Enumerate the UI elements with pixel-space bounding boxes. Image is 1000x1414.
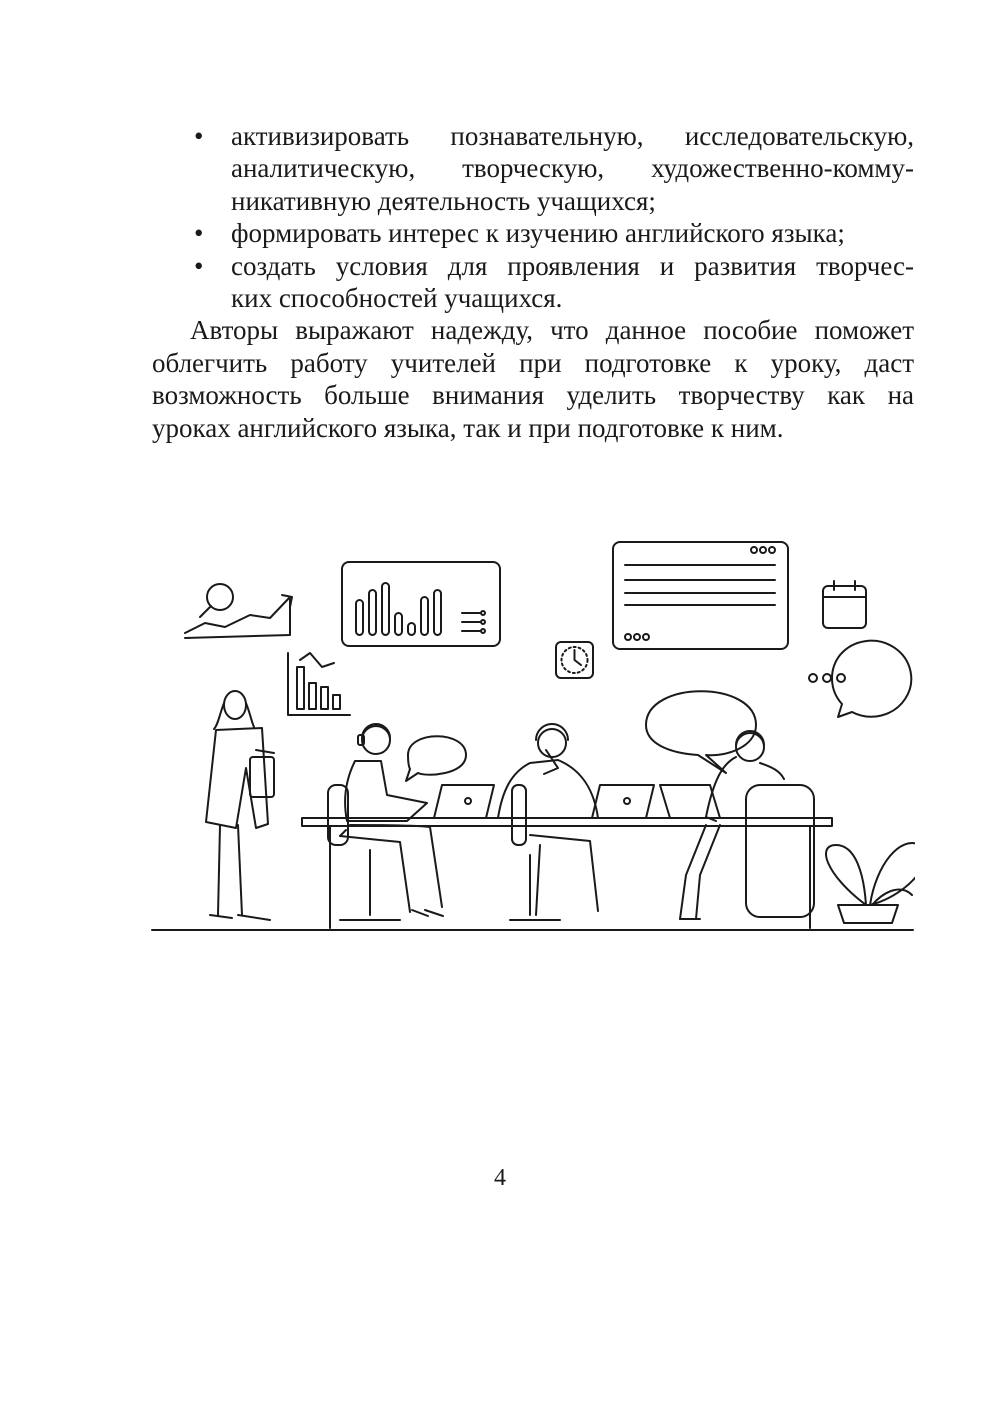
bullet-text-line: создать условия для проявления и развития творчес-	[231, 250, 914, 281]
laptop-icon	[592, 785, 654, 818]
laptop-icon	[660, 785, 720, 818]
paragraph-line: Авторы выражают надежду, что данное пособие поможет	[190, 315, 914, 346]
bar-dashboard-icon	[342, 562, 500, 646]
seated-person	[498, 724, 598, 920]
calendar-icon	[823, 581, 866, 628]
paragraph-line: уроках английского языка, так и при подготовке к ним.	[152, 412, 784, 443]
bullet-text-line: аналитическую, творческую, художественно-комму-	[231, 153, 914, 184]
plant-icon	[826, 843, 915, 923]
bullet-icon: •	[194, 218, 204, 249]
standing-person	[206, 691, 274, 920]
speech-bubble-icon	[646, 691, 756, 773]
bar-chart-icon	[288, 653, 350, 715]
bullet-icon: •	[194, 250, 204, 281]
clock-icon	[556, 642, 593, 678]
desk	[302, 818, 832, 928]
bullet-text-line: формировать интерес к изучению английского языка;	[231, 218, 845, 249]
office-illustration	[150, 535, 915, 935]
bullet-item	[152, 250, 914, 315]
seated-person	[328, 724, 443, 920]
paragraph-line: возможность больше внимания уделить творчеству как на	[152, 380, 914, 411]
chat-bubble-icon	[809, 641, 911, 717]
bullet-item	[152, 120, 914, 217]
laptop-icon	[434, 785, 494, 818]
text-window-icon	[613, 542, 788, 649]
page-number: 4	[494, 1165, 506, 1191]
main-text	[152, 120, 914, 444]
paragraph-line: облегчить работу учителей при подготовке к уроку, даст	[152, 347, 914, 378]
bullet-text-line: активизировать познавательную, исследовательскую,	[231, 121, 914, 151]
speech-bubble-icon	[406, 736, 466, 781]
bullet-text-line: никативную деятельность учащихся;	[231, 185, 656, 216]
bullet-list	[152, 120, 914, 314]
closing-paragraph	[152, 314, 914, 444]
bullet-text-line: ких способностей учащихся.	[231, 283, 563, 314]
bullet-icon: •	[194, 121, 204, 151]
trend-chart-icon	[185, 584, 292, 638]
bullet-item	[152, 217, 914, 249]
